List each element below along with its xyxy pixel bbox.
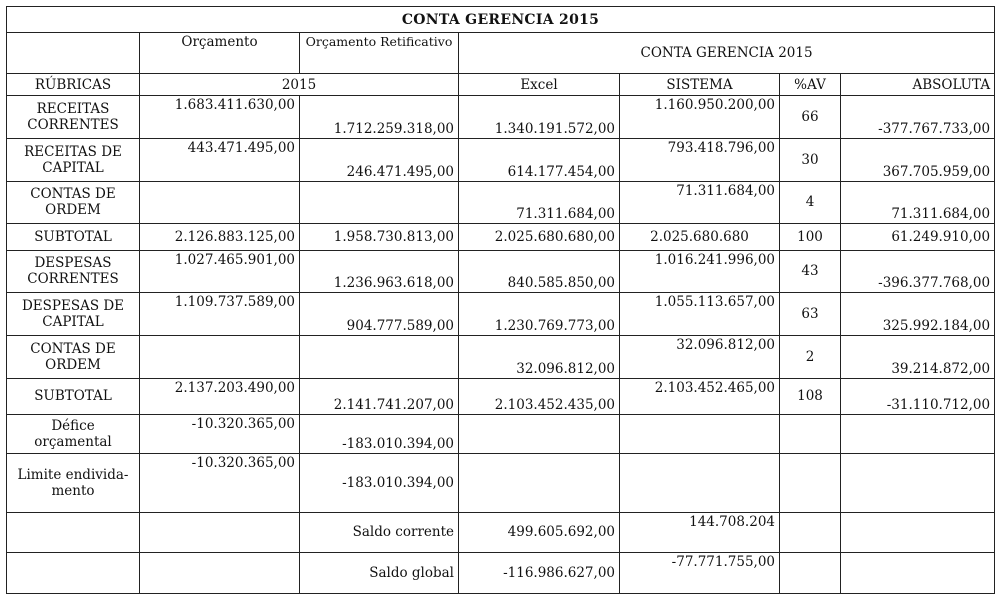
table-row xyxy=(7,96,995,139)
empty-cell xyxy=(841,453,995,512)
cell-excel: 2.025.680.680,00 xyxy=(459,224,620,250)
cell-av: 4 xyxy=(780,181,841,224)
cell-sistema: 793.418.796,00 xyxy=(620,138,780,181)
header-conta-gerencia: CONTA GERENCIA 2015 xyxy=(459,33,995,74)
cell-absoluta: 71.311.684,00 xyxy=(841,181,995,224)
cell-orcamento: -10.320.365,00 xyxy=(140,415,300,454)
deficit-row xyxy=(7,415,995,454)
cell-retificativo xyxy=(300,335,459,378)
row-label: RECEITAS DE CAPITAL xyxy=(7,138,140,181)
empty-cell xyxy=(140,553,300,594)
saldo-global-sistema: -77.771.755,00 xyxy=(620,553,780,594)
cell-retificativo xyxy=(300,181,459,224)
empty-cell xyxy=(780,453,841,512)
header-excel: Excel xyxy=(459,74,620,96)
cell-excel: 614.177.454,00 xyxy=(459,138,620,181)
table-title: CONTA GERENCIA 2015 xyxy=(7,7,995,33)
saldo-corrente-excel: 499.605.692,00 xyxy=(459,512,620,553)
header-year: 2015 xyxy=(140,74,459,96)
row-label: CONTAS DE ORDEM xyxy=(7,181,140,224)
cell-retificativo: 2.141.741.207,00 xyxy=(300,378,459,415)
cell-sistema: 2.103.452.465,00 xyxy=(620,378,780,415)
row-label: RECEITAS CORRENTES xyxy=(7,96,140,139)
cell-retificativo: 246.471.495,00 xyxy=(300,138,459,181)
saldo-global-row xyxy=(7,553,995,594)
row-label: DESPESAS DE CAPITAL xyxy=(7,293,140,336)
empty-cell xyxy=(620,453,780,512)
conta-gerencia-table xyxy=(6,6,995,594)
empty-cell xyxy=(140,512,300,553)
header-orcamento-retificativo: Orçamento Retificativo xyxy=(300,33,459,74)
cell-absoluta: -31.110.712,00 xyxy=(841,378,995,415)
table-row xyxy=(7,335,995,378)
cell-orcamento: -10.320.365,00 xyxy=(140,453,300,512)
empty-cell xyxy=(841,415,995,454)
cell-sistema: 1.160.950.200,00 xyxy=(620,96,780,139)
cell-excel: 1.230.769.773,00 xyxy=(459,293,620,336)
saldo-corrente-row xyxy=(7,512,995,553)
saldo-corrente-sistema: 144.708.204 xyxy=(620,512,780,553)
empty-cell xyxy=(620,415,780,454)
cell-excel: 1.340.191.572,00 xyxy=(459,96,620,139)
cell-av: 100 xyxy=(780,224,841,250)
cell-av: 63 xyxy=(780,293,841,336)
cell-sistema: 2.025.680.680 xyxy=(620,224,780,250)
empty-cell xyxy=(841,512,995,553)
cell-excel: 32.096.812,00 xyxy=(459,335,620,378)
cell-retificativo: -183.010.394,00 xyxy=(300,453,459,512)
empty-cell xyxy=(459,453,620,512)
empty-cell xyxy=(780,553,841,594)
cell-sistema: 71.311.684,00 xyxy=(620,181,780,224)
limite-row xyxy=(7,453,995,512)
header-empty-cell xyxy=(7,33,140,74)
saldo-corrente-label: Saldo corrente xyxy=(300,512,459,553)
empty-cell xyxy=(7,553,140,594)
cell-absoluta: 39.214.872,00 xyxy=(841,335,995,378)
cell-orcamento: 1.109.737.589,00 xyxy=(140,293,300,336)
table-row xyxy=(7,293,995,336)
cell-retificativo: 1.958.730.813,00 xyxy=(300,224,459,250)
table-row xyxy=(7,250,995,293)
cell-absoluta: 61.249.910,00 xyxy=(841,224,995,250)
empty-cell xyxy=(7,512,140,553)
cell-av: 2 xyxy=(780,335,841,378)
row-label: CONTAS DE ORDEM xyxy=(7,335,140,378)
cell-retificativo: 1.712.259.318,00 xyxy=(300,96,459,139)
cell-orcamento: 1.027.465.901,00 xyxy=(140,250,300,293)
empty-cell xyxy=(780,512,841,553)
cell-orcamento: 1.683.411.630,00 xyxy=(140,96,300,139)
saldo-global-label: Saldo global xyxy=(300,553,459,594)
row-label: Limite endivida-mento xyxy=(7,453,140,512)
cell-av: 66 xyxy=(780,96,841,139)
cell-absoluta: 325.992.184,00 xyxy=(841,293,995,336)
cell-sistema: 1.055.113.657,00 xyxy=(620,293,780,336)
header-row-2 xyxy=(7,74,995,96)
table-row xyxy=(7,378,995,415)
cell-retificativo: 904.777.589,00 xyxy=(300,293,459,336)
empty-cell xyxy=(780,415,841,454)
saldo-global-excel: -116.986.627,00 xyxy=(459,553,620,594)
cell-excel: 71.311.684,00 xyxy=(459,181,620,224)
header-rubricas: RÚBRICAS xyxy=(7,74,140,96)
header-orcamento: Orçamento xyxy=(140,33,300,74)
cell-absoluta: -377.767.733,00 xyxy=(841,96,995,139)
cell-retificativo: 1.236.963.618,00 xyxy=(300,250,459,293)
cell-excel: 2.103.452.435,00 xyxy=(459,378,620,415)
cell-sistema: 32.096.812,00 xyxy=(620,335,780,378)
header-sistema: SISTEMA xyxy=(620,74,780,96)
row-label: SUBTOTAL xyxy=(7,378,140,415)
row-label: DESPESAS CORRENTES xyxy=(7,250,140,293)
cell-excel: 840.585.850,00 xyxy=(459,250,620,293)
cell-absoluta: 367.705.959,00 xyxy=(841,138,995,181)
cell-av: 108 xyxy=(780,378,841,415)
cell-absoluta: -396.377.768,00 xyxy=(841,250,995,293)
header-absoluta: ABSOLUTA xyxy=(841,74,995,96)
title-row xyxy=(7,7,995,33)
cell-orcamento xyxy=(140,181,300,224)
empty-cell xyxy=(459,415,620,454)
cell-retificativo: -183.010.394,00 xyxy=(300,415,459,454)
cell-sistema: 1.016.241.996,00 xyxy=(620,250,780,293)
empty-cell xyxy=(841,553,995,594)
cell-orcamento: 2.137.203.490,00 xyxy=(140,378,300,415)
cell-orcamento: 2.126.883.125,00 xyxy=(140,224,300,250)
table-row xyxy=(7,138,995,181)
cell-av: 43 xyxy=(780,250,841,293)
table-row xyxy=(7,181,995,224)
header-pct-av: %AV xyxy=(780,74,841,96)
row-label: SUBTOTAL xyxy=(7,224,140,250)
cell-orcamento xyxy=(140,335,300,378)
cell-av: 30 xyxy=(780,138,841,181)
header-row-1 xyxy=(7,33,995,74)
table-row xyxy=(7,224,995,250)
cell-orcamento: 443.471.495,00 xyxy=(140,138,300,181)
row-label: Défice orçamental xyxy=(7,415,140,454)
